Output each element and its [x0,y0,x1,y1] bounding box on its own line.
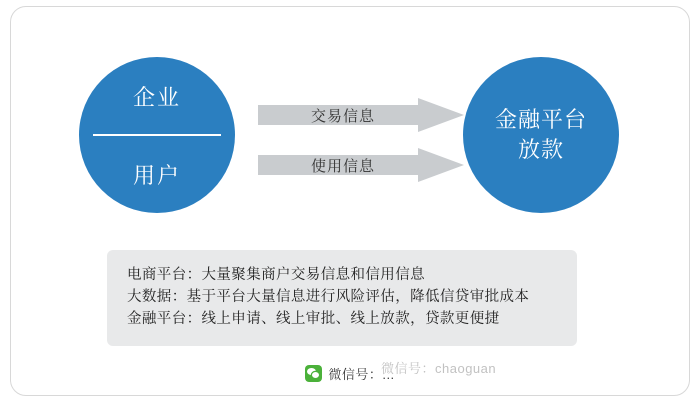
footer-watermark-text: 微信号：... [328,366,395,382]
wechat-icon [305,365,322,382]
info-line-2: 大数据：基于平台大量信息进行风险评估，降低信贷审批成本 [127,289,530,305]
arrow-usage-info [258,148,464,182]
left-node-top-half [79,57,235,135]
right-node-label-line2: 放款 [517,137,564,162]
arrow-transaction-info-label: 交易信息 [310,107,375,125]
left-node-top-label: 企业 [132,84,181,110]
left-node-divider [93,134,221,136]
arrow-transaction-info [258,98,464,132]
info-panel [107,250,577,346]
left-node-bottom-label: 用户 [132,162,181,188]
left-node-bottom-half [79,135,235,213]
footer-watermark [0,356,700,390]
left-node-circle [79,57,235,213]
footer-watermark-ghost: 微信号：chaoguan [381,361,497,376]
arrow-usage-info-label: 使用信息 [310,157,375,175]
info-line-1: 电商平台：大量聚集商户交易信息和信用信息 [127,267,425,283]
info-line-3: 金融平台：线上申请、线上审批、线上放款，贷款更便捷 [127,311,500,327]
right-node-circle [463,57,619,213]
right-node-label-line1: 金融平台 [494,107,587,133]
